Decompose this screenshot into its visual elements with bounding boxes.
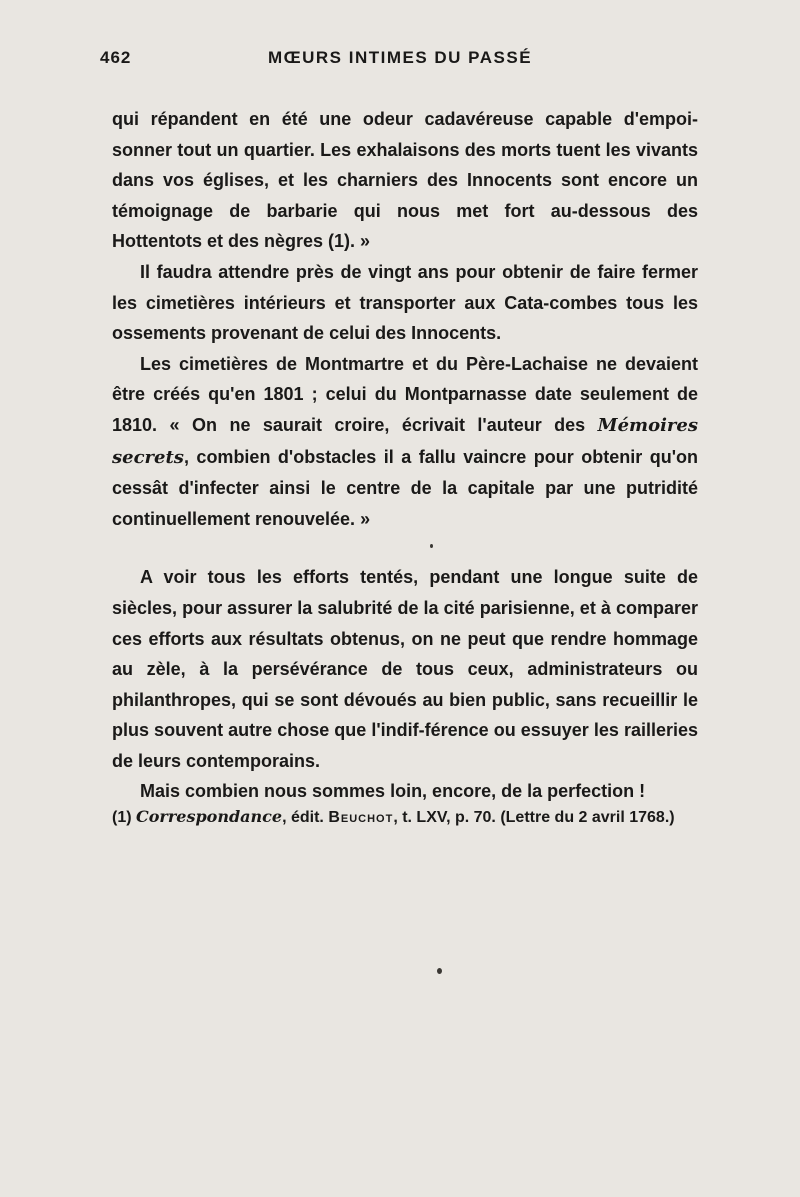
footnote-editor: Beuchot [328,809,394,826]
paragraph-3-title-italic: Mémoires secrets [112,414,698,468]
page-number: 462 [100,48,132,67]
paper-speck [430,544,433,548]
paragraph-3-end: , combien d'obstacles il a fallu vaincre pour obtenir qu'on cessât d'infecter ainsi le centre de la capitale par une putridité continuellement renouvelée. » [112,446,698,529]
paragraph-3-start: Les cimetières de Montmartre et du Père-Lachaise ne devaient être créés qu'en 1801 ; celui du Montparnasse date seulement de 1810. « On ne saurait croire, écrivait l'auteur des [112,353,698,435]
footnote [112,804,698,831]
paragraph-4: A voir tous les efforts tentés, pendant une longue suite de siècles, pour assurer la salubrité de la cité parisienne, et à comparer ces efforts aux résultats obtenus, on ne peut que rendre hommage au zèle, à la persévérance de tous ceux, administrateurs ou philanthropes, qui se sont dévoués au bien public, sans recueillir le plus souvent autre chose que l'indif-férence ou essuyer les railleries de leurs contemporains. [112,567,698,771]
running-title: MŒURS INTIMES DU PASSÉ [267,48,533,67]
main-text [112,104,698,807]
paragraph-spacer [112,534,698,562]
paper-speck [437,968,442,974]
footnote-edition: , édit. [282,809,329,826]
paragraph-2: Il faudra attendre près de vingt ans pour obtenir de faire fermer les cimetières intérieurs et transporter aux Cata-combes tous les ossements provenant de celui des Innocents. [112,261,698,344]
paragraph-3 [112,349,698,535]
footnote-marker: (1) [112,809,132,826]
paragraph-5: Mais combien nous sommes loin, encore, de la perfection ! [140,781,646,802]
page-header [100,48,700,74]
footnote-reference: , t. LXV, p. 70. (Lettre du 2 avril 1768.) [393,809,675,826]
paragraph-1: qui répandent en été une odeur cadavéreuse capable d'empoi-sonner tout un quartier. Les exhalaisons des morts tuent les vivants dans vos églises, et les charniers des Innocents sont encore un témoignage de barbarie qui nous met fort au-dessous des Hottentots et des nègres (1). » [112,109,698,252]
footnote-title-italic: Correspondance [136,807,283,826]
